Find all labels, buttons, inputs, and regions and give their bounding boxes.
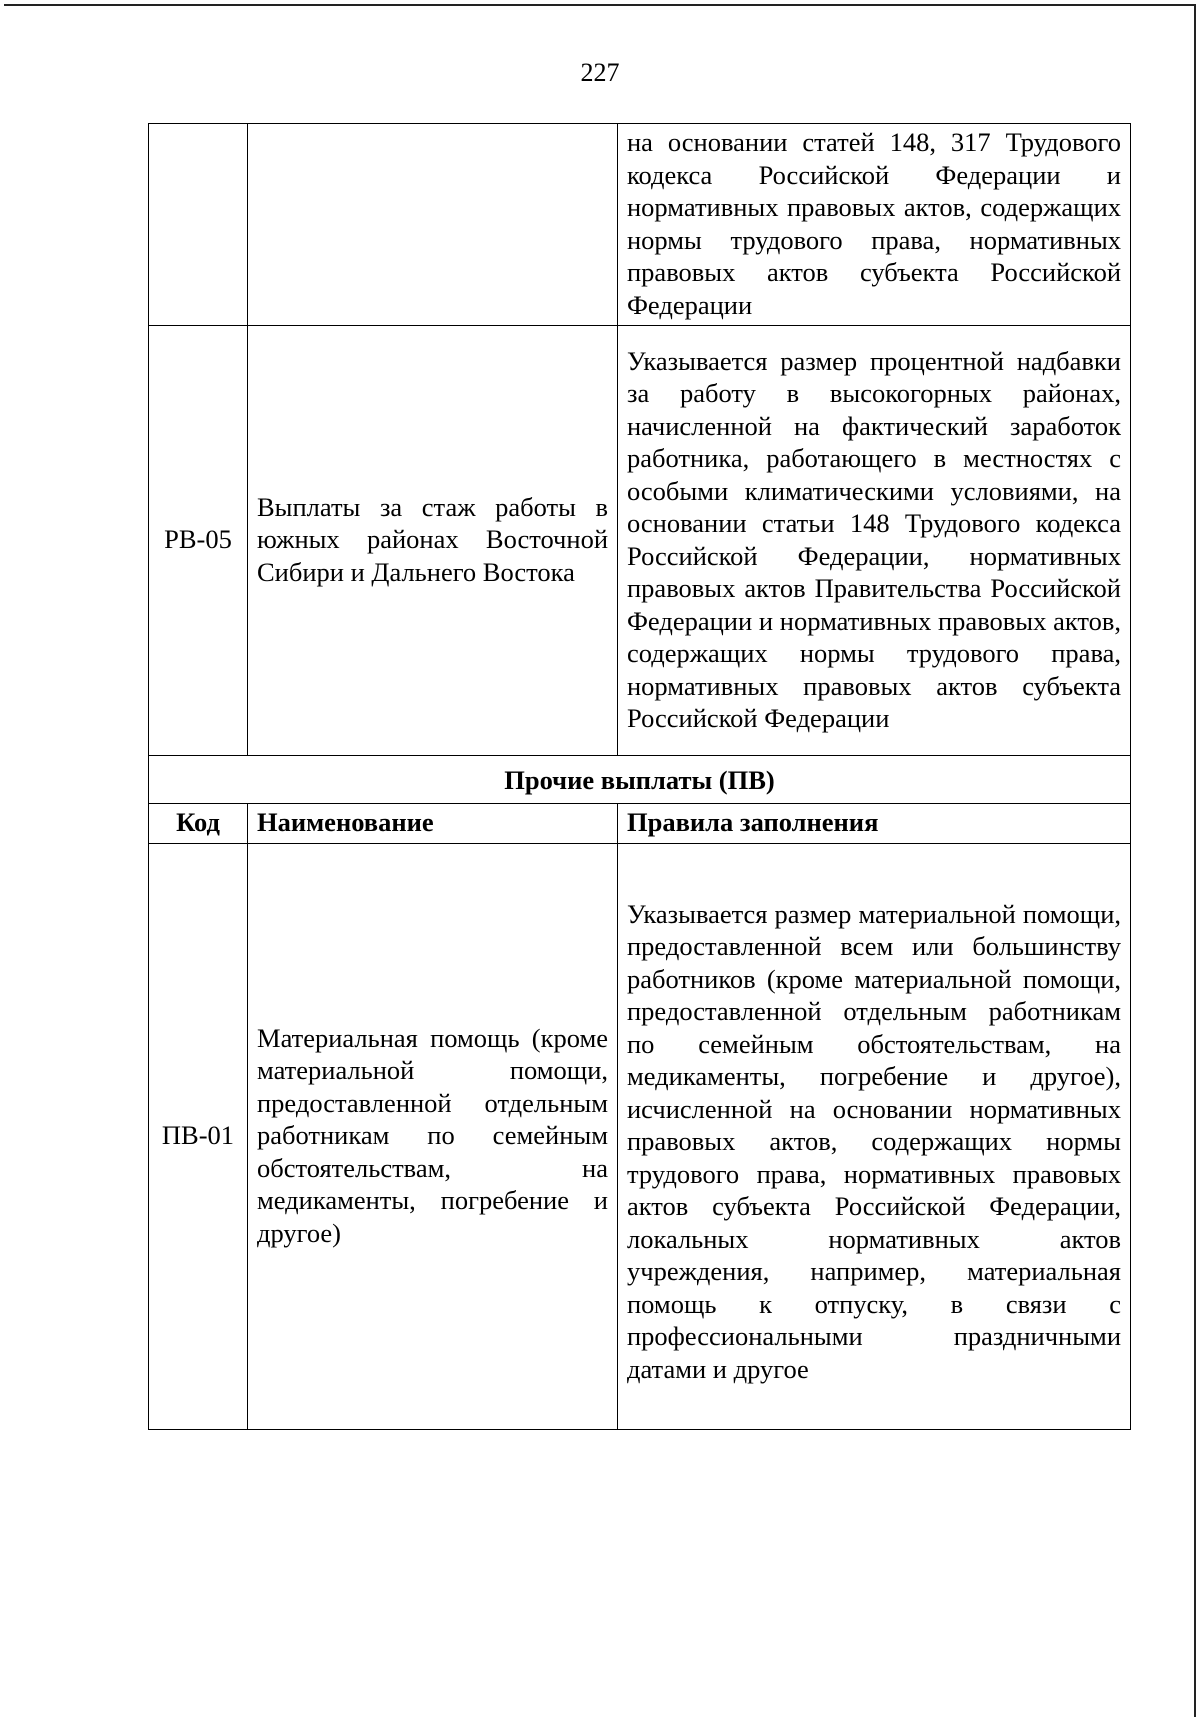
section-row bbox=[149, 756, 1131, 804]
section-title: Прочие выплаты (ПВ) bbox=[149, 756, 1131, 804]
table-row bbox=[149, 844, 1131, 1430]
column-header-code: Код bbox=[149, 804, 248, 844]
table-row bbox=[149, 124, 1131, 326]
code-cell: РВ-05 bbox=[149, 326, 248, 756]
header-row bbox=[149, 804, 1131, 844]
name-cell bbox=[248, 124, 618, 326]
rules-cell: на основании статей 148, 317 Трудового кодекса Российской Федерации и нормативных правовых актов, содержащих нормы трудового права, нормативных правовых актов субъекта Российской Федерации bbox=[618, 124, 1131, 326]
name-cell: Выплаты за стаж работы в южных районах Восточной Сибири и Дальнего Востока bbox=[248, 326, 618, 756]
code-cell: ПВ-01 bbox=[149, 844, 248, 1430]
name-cell: Материальная помощь (кроме материальной помощи, предоставленной отдельным работникам по семейным обстоятельствам, на медикаменты, погребение и другое) bbox=[248, 844, 618, 1430]
code-cell bbox=[149, 124, 248, 326]
payments-table bbox=[148, 123, 1131, 1430]
column-header-rules: Правила заполнения bbox=[618, 804, 1131, 844]
rules-cell: Указывается размер процентной надбавки за работу в высокогорных районах, начисленной на фактический заработок работника, работающего в местностях с особыми климатическими условиями, на основании статьи 148 Трудового кодекса Российской Федерации, нормативных правовых актов Правительства Российской Федерации и нормативных правовых актов, содержащих нормы трудового права, нормативных правовых актов субъекта Российской Федерации bbox=[618, 326, 1131, 756]
table-row bbox=[149, 326, 1131, 756]
rules-cell: Указывается размер материальной помощи, предоставленной всем или большинству работников (кроме материальной помощи, предоставленной отдельным работникам по семейным обстоятельствам, на медикаменты, погребение и другое), исчисленной на основании нормативных правовых актов, содержащих нормы трудового права, нормативных правовых актов субъекта Российской Федерации, локальных нормативных актов учреждения, например, материальная помощь к отпуску, в связи с профессиональными праздничными датами и другое bbox=[618, 844, 1131, 1430]
column-header-name: Наименование bbox=[248, 804, 618, 844]
page-number: 227 bbox=[580, 58, 620, 87]
